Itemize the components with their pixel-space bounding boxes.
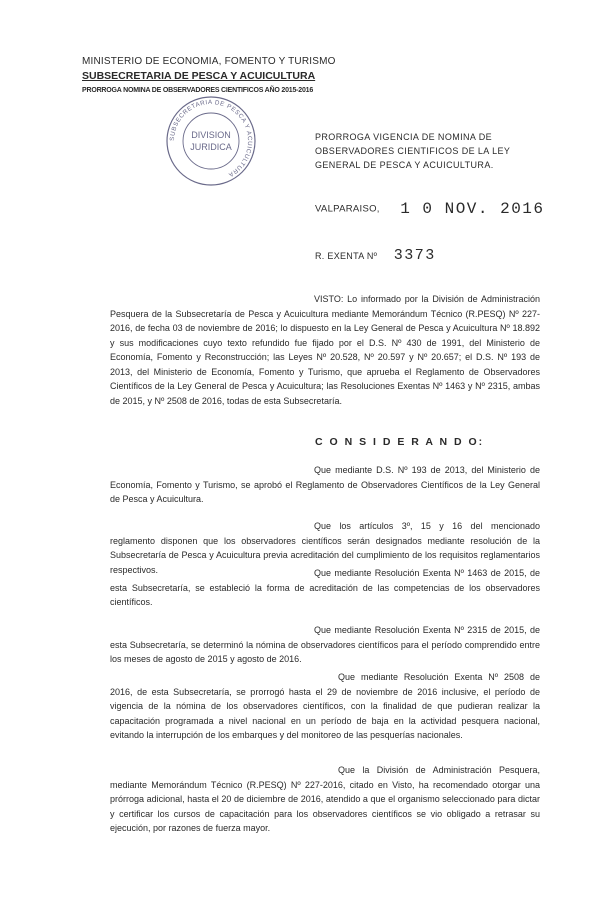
division-juridica-stamp xyxy=(165,95,257,187)
resolution-number-line xyxy=(315,247,436,265)
subsecretaria-name: SUBSECRETARIA DE PESCA Y ACUICULTURA xyxy=(82,70,316,82)
considerando-paragraph-1: Que mediante D.S. Nº 193 de 2013, del Ministerio de Economía, Fomento y Turismo, se aprobó el Reglamento de Observadores Científicos de la Ley General de Pesca y Acuicultura. xyxy=(110,465,540,504)
stamp-inner-ring xyxy=(183,113,239,169)
considerando-paragraph-6: Que la División de Administración Pesquera, mediante Memorándum Técnico (R.PESQ) Nº 227-2016, citado en Visto, ha recomendado otorgar una prórroga adicional, hasta el 20 de diciembre de 2016, atendido a que el organismo seleccionado para dictar y certificar los cursos de capacitación para los observadores científicos se vio obligado a retrasar su ejecución, por razones de fuerza mayor. xyxy=(110,765,540,833)
resolution-label: R. EXENTA Nº xyxy=(315,250,378,261)
reference-line: PRORROGA NOMINA DE OBSERVADORES CIENTIFICOS AÑO 2015-2016 xyxy=(82,87,314,94)
considerando-heading: C O N S I D E R A N D O: xyxy=(315,436,485,448)
stamp-outer-ring xyxy=(167,97,255,185)
dateline-city: VALPARAISO, xyxy=(315,203,380,215)
considerando-paragraph-4: Que mediante Resolución Exenta Nº 2315 de 2015, de esta Subsecretaría, se determinó la nómina de observadores científicos para el período comprendido entre los meses de agosto de 2015 y agosto de 2016. xyxy=(110,625,540,664)
resolution-number: 3373 xyxy=(393,247,436,265)
considerando-paragraph-3: Que mediante Resolución Exenta Nº 1463 de 2015, de esta Subsecretaría, se estableció la forma de acreditación de las competencias de los observadores científicos. xyxy=(110,568,540,607)
dateline-date: 1 0 NOV. 2016 xyxy=(400,200,545,218)
considerando-paragraph-5: Que mediante Resolución Exenta Nº 2508 de 2016, de esta Subsecretaría, se prorrogó hasta el 29 de noviembre de 2016 inclusive, el período de vigencia de la nómina de los observadores científicos, con la finalidad de que pudieran realizar la capacitación programada a nivel nacional en un período de baja en la actividad pesquera nacional, evitando la interrupción de los embarques y del monitoreo de las pesquerías nacionales. xyxy=(110,672,540,740)
ministry-name: MINISTERIO DE ECONOMIA, FOMENTO Y TURISMO xyxy=(82,56,336,67)
resolution-subject: PRORROGA VIGENCIA DE NOMINA DE OBSERVADORES CIENTIFICOS DE LA LEY GENERAL DE PESCA Y ACUICULTURA. xyxy=(315,132,511,170)
stamp-ring-text: SUBSECRETARIA DE PESCA Y ACUICULTURA xyxy=(168,98,254,179)
dateline xyxy=(315,200,545,218)
stamp-line-division: DIVISION xyxy=(191,130,231,140)
stamp-line-juridica: JURIDICA xyxy=(190,142,232,152)
considerando-paragraph-2: Que los artículos 3º, 15 y 16 del mencionado reglamento disponen que los observadores científicos serán designados mediante resolución de la Subsecretaría de Pesca y Acuicultura previa acreditación del cumplimiento de los requisitos reglamentarios respectivos. xyxy=(110,521,540,575)
visto-paragraph: VISTO: Lo informado por la División de Administración Pesquera de la Subsecretaría de Pesca y Acuicultura mediante Memorándum Técnico (R.PESQ) Nº 227-2016, de fecha 03 de noviembre de 2016; lo dispuesto en la Ley General de Pesca y Acuicultura Nº 18.892 y sus modificaciones cuyo texto refundido fue fijado por el D.S. Nº 430 de 1991, del Ministerio de Economía, Fomento y Reconstrucción; las Leyes Nº 20.528, Nº 20.597 y Nº 20.657; el D.S. Nº 193 de 2013, del Ministerio de Economía, Fomento y Turismo, que aprueba el Reglamento de Observadores Científicos de la Ley General de Pesca y Acuicultura; las Resoluciones Exentas Nº 1463 y Nº 2315, ambas de 2015, y Nº 2508 de 2016, todas de esta Subsecretaría. xyxy=(110,294,540,406)
